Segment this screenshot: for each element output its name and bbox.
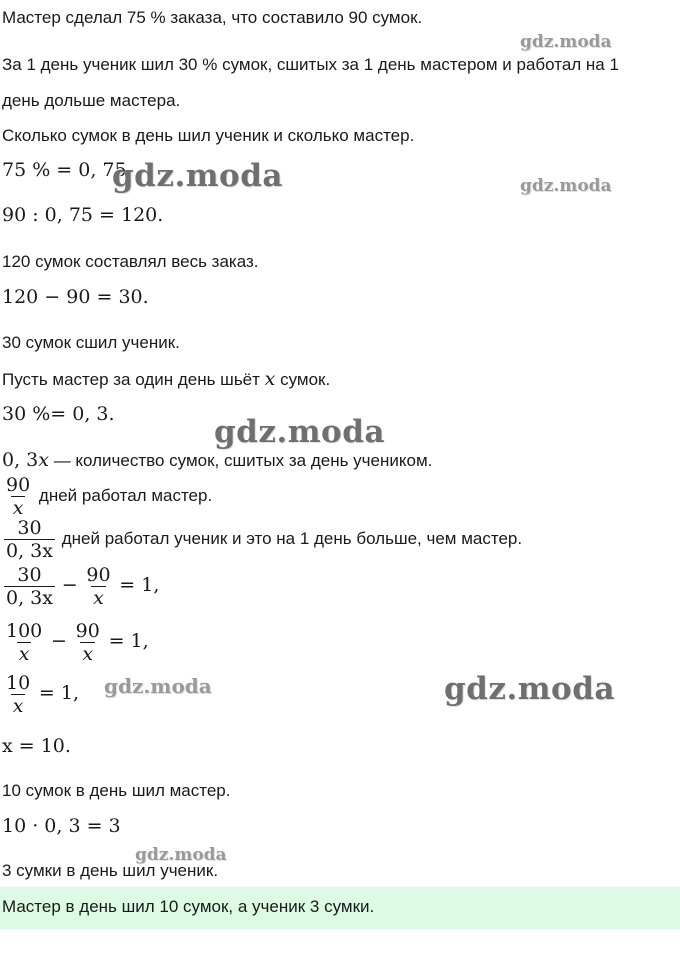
- denominator: 0, 3x: [6, 587, 53, 609]
- math-line-4: 75 % = 0, 75.: [2, 159, 133, 181]
- fraction-line-12: [2, 474, 212, 519]
- watermark-logo: gdz.moda: [112, 158, 283, 194]
- fraction-30-over-03x: [4, 517, 55, 562]
- minus-sign: −: [51, 629, 67, 652]
- denominator: x: [93, 587, 104, 609]
- text-line-20: 3 сумки в день шил ученик.: [2, 861, 219, 880]
- fraction-90-over-x: [4, 474, 32, 519]
- watermark-logo: gdz.moda: [104, 674, 212, 698]
- watermark-logo: gdz.moda: [520, 176, 612, 196]
- math-line-5: 90 : 0, 75 = 120.: [2, 204, 164, 226]
- denominator: x: [18, 643, 30, 665]
- fraction-90-over-x: [74, 620, 102, 665]
- math-line-19: 10 · 0, 3 = 3: [2, 815, 121, 837]
- equation-rest: = 1,: [108, 629, 149, 652]
- task-line-2a: За 1 день ученик шил 30 % сумок, сшитых за 1 день мастером и работал на 1: [2, 55, 619, 74]
- line-11-var: x: [38, 449, 49, 471]
- numerator: 30: [17, 564, 42, 586]
- fraction-30-over-03x: [4, 564, 55, 609]
- line-12-text: дней работал мастер.: [38, 485, 213, 505]
- equation-rest: = 1,: [119, 573, 160, 596]
- answer-text: Мастер в день шил 10 сумок, а ученик 3 сумки.: [2, 897, 375, 916]
- text-line-18: 10 сумок в день шил мастер.: [2, 781, 231, 800]
- numerator: 10: [6, 672, 31, 694]
- numerator: 90: [6, 474, 31, 496]
- line-9-end: сумок.: [275, 370, 331, 389]
- numerator: 30: [17, 517, 42, 539]
- text-line-6: 120 сумок составлял весь заказ.: [2, 252, 259, 271]
- text-line-9: [2, 369, 330, 390]
- denominator: 0, 3x: [6, 540, 53, 562]
- equation-line-15: [2, 620, 149, 665]
- line-13-text: дней работал ученик и это на 1 день больше, чем мастер.: [61, 528, 523, 548]
- task-line-1: Мастер сделал 75 % заказа, что составило 90 сумок.: [2, 8, 423, 27]
- equation-line-14: [2, 564, 159, 609]
- line-11-text: — количество сумок, сшитых за день учеником.: [48, 451, 433, 470]
- line-11-coef: 0, 3: [2, 449, 39, 471]
- math-line-7: 120 − 90 = 30.: [2, 286, 149, 308]
- fraction-10-over-x: [4, 672, 32, 717]
- watermark-logo: gdz.moda: [444, 671, 615, 707]
- equation-rest: = 1,: [38, 681, 80, 704]
- text-line-11: [2, 450, 432, 471]
- task-line-2b: день дольше мастера.: [2, 91, 181, 110]
- numerator: 90: [86, 564, 111, 586]
- line-9-start: Пусть мастер за один день шьёт: [2, 370, 265, 389]
- math-line-17: x = 10.: [2, 735, 71, 757]
- text-line-8: 30 сумок сшил ученик.: [2, 333, 180, 352]
- watermark-logo: gdz.moda: [520, 32, 612, 52]
- fraction-90-over-x: [84, 564, 112, 609]
- fraction-100-over-x: [4, 620, 44, 665]
- fraction-line-13: [2, 517, 522, 562]
- denominator: x: [12, 497, 24, 519]
- answer-box: [0, 887, 680, 929]
- denominator: x: [82, 643, 94, 665]
- numerator: 100: [6, 620, 43, 642]
- denominator: x: [12, 695, 24, 717]
- minus-sign: −: [61, 573, 78, 596]
- equation-line-16: [2, 672, 79, 717]
- task-question: Сколько сумок в день шил ученик и сколько мастер.: [2, 126, 415, 145]
- var-x: x: [264, 368, 276, 390]
- watermark-logo: gdz.moda: [214, 414, 385, 450]
- math-line-10: 30 %= 0, 3.: [2, 403, 115, 425]
- numerator: 90: [75, 620, 100, 642]
- watermark-logo: gdz.moda: [135, 845, 227, 865]
